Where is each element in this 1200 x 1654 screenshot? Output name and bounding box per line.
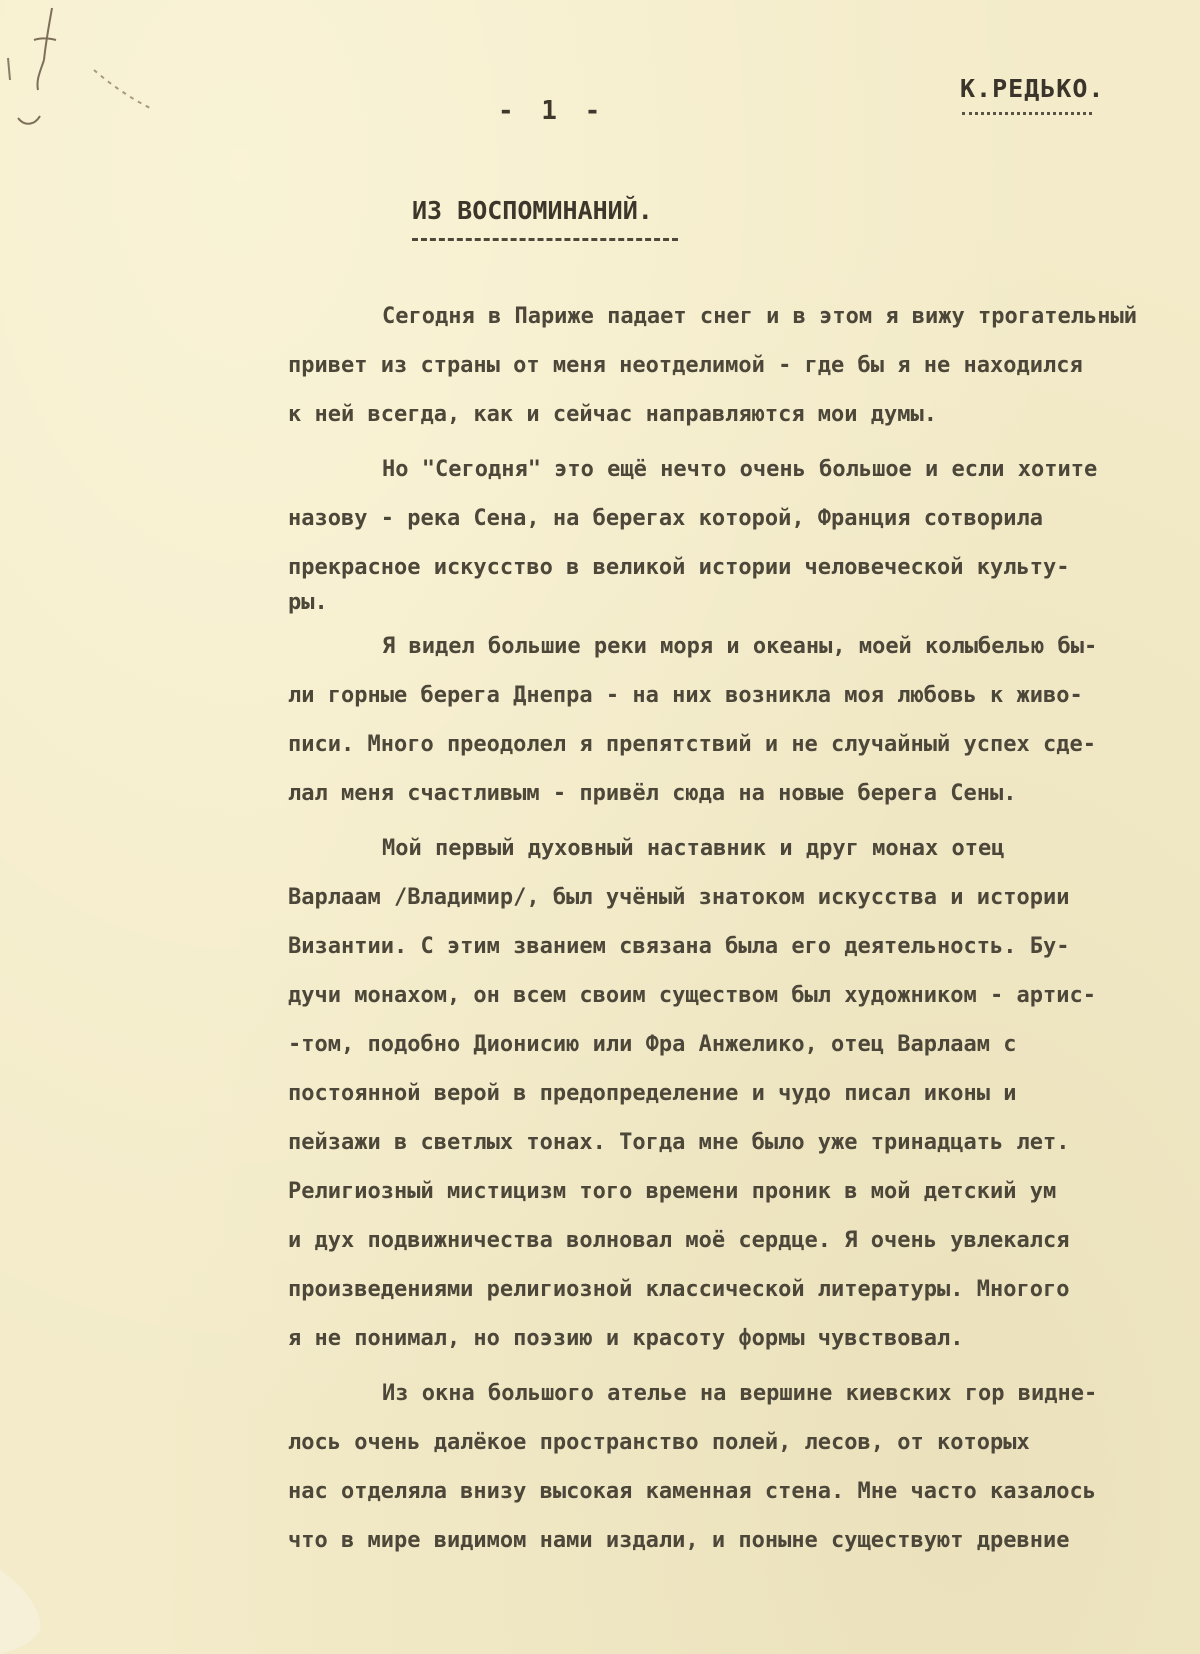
text-line: пейзажи в светлых тонах. Тогда мне было уже тринадцать лет. [288,1130,1070,1155]
text-line: лось очень далёкое пространство полей, лесов, от которых [288,1430,1030,1455]
text-line: к ней всегда, как и сейчас направляются мои думы. [288,402,938,427]
text-line: Я видел большие реки моря и океаны, моей колыбелью бы- [382,634,1098,659]
author-underline [962,112,1092,115]
handwritten-mark-icon [0,0,160,140]
text-line: лал меня счастливым - привёл сюда на новые берега Сены. [288,781,1017,806]
text-line: ры. [288,590,328,615]
text-line: назову - река Сена, на берегах которой, Франция сотворила [288,506,1043,531]
body-text [288,292,1188,1565]
text-line: писи. Много преодолел я препятствий и не случайный успех сде- [288,732,1096,757]
document-title: ИЗ ВОСПОМИНАНИЙ. [412,196,653,225]
text-line: Религиозный мистицизм того времени проник в мой детский ум [288,1179,1057,1204]
title-underline [412,238,678,241]
author-name: К.РЕДЬКО. [960,74,1105,103]
text-line: прекрасное искусство в великой истории человеческой культу- [288,555,1070,580]
text-line: и дух подвижничества волновал моё сердце. Я очень увлекался [288,1228,1070,1253]
text-line: я не понимал, но поэзию и красоту формы чувствовал. [288,1326,964,1351]
text-line: что в мире видимом нами издали, и поныне существуют древние [288,1528,1070,1553]
text-line: Из окна большого ателье на вершине киевских гор видне- [382,1381,1098,1406]
text-line: Мой первый духовный наставник и друг монах отец [382,836,1005,861]
text-line: ли горные берега Днепра - на них возникла моя любовь к живо- [288,683,1083,708]
text-line: Но "Сегодня" это ещё нечто очень большое и если хотите [382,457,1098,482]
text-line: Византии. С этим званием связана была его деятельность. Бу- [288,934,1070,959]
text-line: -том, подобно Дионисию или Фра Анжелико, отец Варлаам с [288,1032,1017,1057]
text-line: постоянной верой в предопределение и чудо писал иконы и [288,1081,1017,1106]
text-line: дучи монахом, он всем своим существом был художником - артис- [288,983,1096,1008]
text-line: привет из страны от меня неотделимой - где бы я не находился [288,353,1083,378]
paper-edge-mark [0,1560,70,1654]
text-line: произведениями религиозной классической литературы. Многого [288,1277,1070,1302]
page-number: - 1 - [498,96,607,126]
text-line: Сегодня в Париже падает снег и в этом я вижу трогательный [382,304,1137,329]
text-line: нас отделяла внизу высокая каменная стена. Мне часто казалось [288,1479,1096,1504]
text-line: Варлаам /Владимир/, был учёный знатоком искусства и истории [288,885,1070,910]
